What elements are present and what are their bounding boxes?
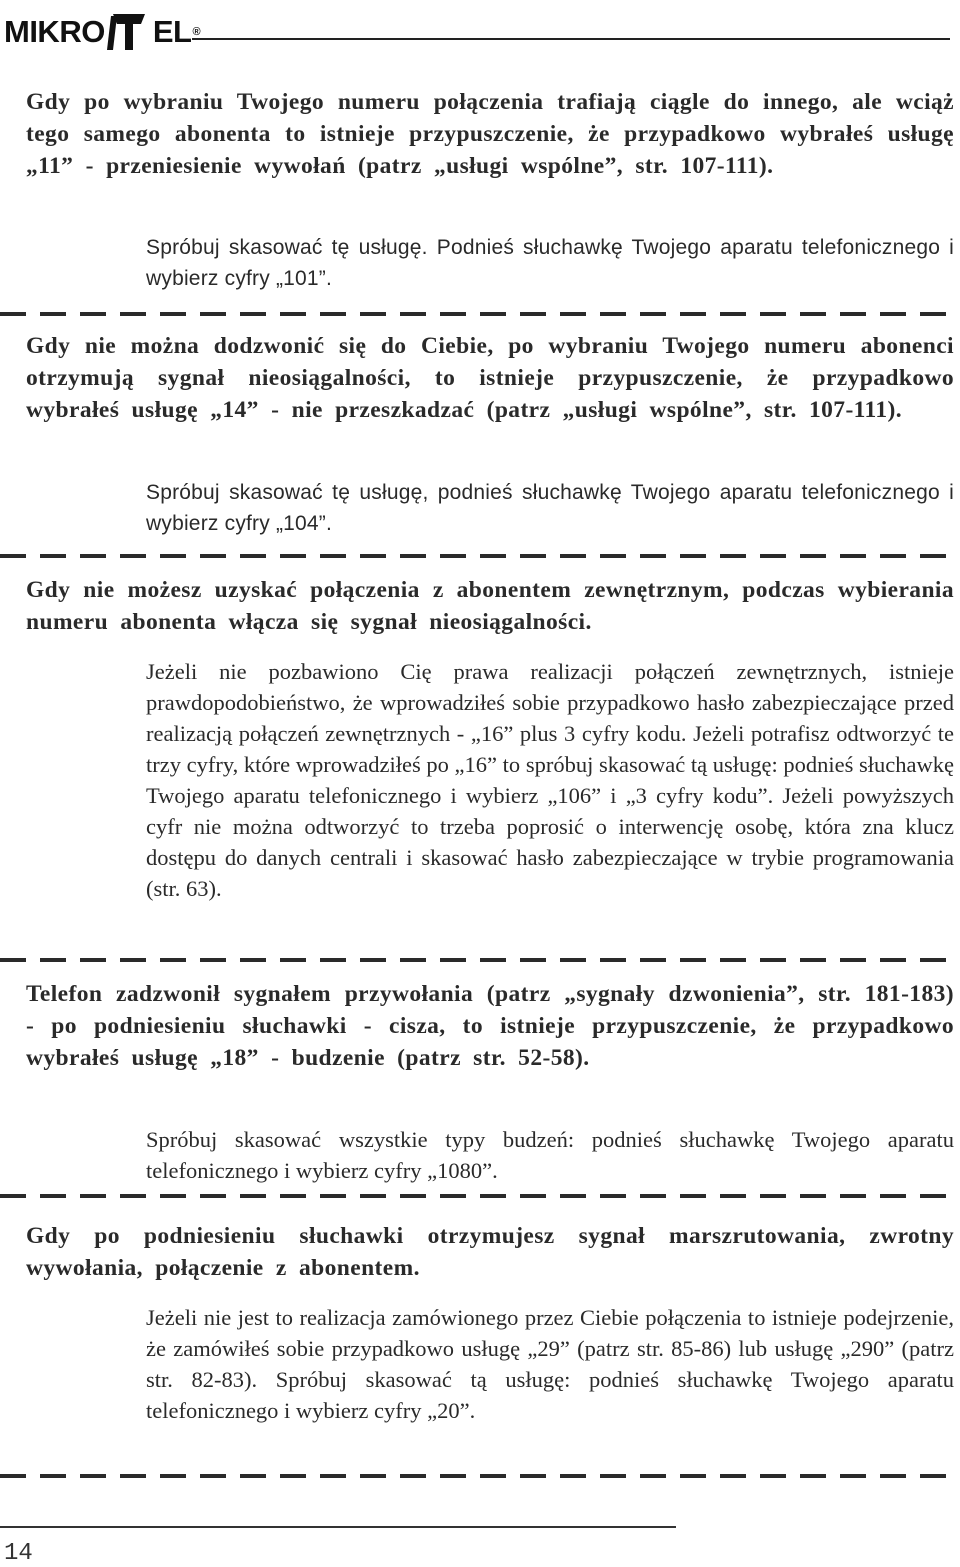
registered-mark: ® xyxy=(192,26,201,38)
page-header xyxy=(0,0,960,60)
footer-rule xyxy=(0,1526,676,1528)
troubleshoot-answer-3: Jeżeli nie pozbawiono Cię prawa realizacji połączeń zewnętrznych, istnieje prawdopodobieństwo, że wprowadziłeś sobie przypadkowo hasło zabezpieczające przed realizacją połączeń zewnętrznych - „16” plus 3 cyfry kodu. Jeżeli potrafisz odtworzyć te trzy cyfry, które wprowadziłeś po „16” to spróbuj skasować tą usługę: podnieś słuchawkę Twojego aparatu telefonicznego i wybierz „106” i „3 cyfry kodu”. Jeżeli powyższych cyfr nie można odtworzyć to trzeba poprosić o interwencję osobę, która zna klucz dostępu do danych centrali i skasować hasło zabezpieczające w trybie programowania (str. 63). xyxy=(146,659,954,901)
troubleshoot-answer-2: Spróbuj skasować tę usługę, podnieś słuchawkę Twojego aparatu telefonicznego i wybierz cyfry „104”. xyxy=(146,481,954,535)
troubleshoot-question-4: Telefon zadzwonił sygnałem przywołania (patrz „sygnały dzwonienia”, str. 181-183) - po podniesieniu słuchawki - cisza, to istnieje przypuszczenie, że przypadkowo wybrałeś usługę „18” - budzenie (patrz str. 52-58). xyxy=(26,981,954,1071)
troubleshoot-answer-5: Jeżeli nie jest to realizacja zamówionego przez Ciebie połączenia to istnieje podejrzenie, że zamówiłeś sobie przypadkowo usługę „29” (patrz str. 85-86) lub usługę „290” (patrz str. 82-83). Spróbuj skasować tą usługę: podnieś słuchawkę Twojego aparatu telefonicznego i wybierz cyfry „20”. xyxy=(146,1305,954,1423)
header-rule xyxy=(192,38,950,40)
logo-text-left: MIKRO xyxy=(4,14,105,49)
troubleshoot-question-3: Gdy nie możesz uzyskać połączenia z abonentem zewnętrznym, podczas wybierania numeru abonenta włącza się sygnał nieosiągalności. xyxy=(26,577,954,635)
section-divider-1 xyxy=(0,312,960,316)
troubleshoot-question-2: Gdy nie można dodzwonić się do Ciebie, po wybraniu Twojego numeru abonenci otrzymują sygnał nieosiągalności, to istnieje przypuszczenie, że przypadkowo wybrałeś usługę „14” - nie przeszkadzać (patrz „usługi wspólne”, str. 107-111). xyxy=(26,333,954,423)
troubleshoot-answer-1: Spróbuj skasować tę usługę. Podnieś słuchawkę Twojego aparatu telefonicznego i wybierz cyfry „101”. xyxy=(146,236,954,290)
mikrotel-logo xyxy=(4,10,200,54)
troubleshoot-question-1: Gdy po wybraniu Twojego numeru połączenia trafiają ciągle do innego, ale wciąż tego samego abonenta to istnieje przypuszczenie, że przypadkowo wybrałeś usługę „11” - przeniesienie wywołań (patrz „usługi wspólne”, str. 107-111). xyxy=(26,89,954,179)
logo-text-right: EL xyxy=(152,14,192,49)
section-divider-3 xyxy=(0,958,960,962)
section-divider-4 xyxy=(0,1194,960,1198)
logo-mark-icon xyxy=(107,10,151,54)
troubleshoot-question-5: Gdy po podniesieniu słuchawki otrzymujesz sygnał marszrutowania, zwrotny wywołania, połączenie z abonentem. xyxy=(26,1223,954,1281)
troubleshoot-answer-4: Spróbuj skasować wszystkie typy budzeń: podnieś słuchawkę Twojego aparatu telefonicznego i wybierz cyfry „1080”. xyxy=(146,1127,954,1183)
page-number: 14 xyxy=(4,1540,33,1567)
section-divider-5 xyxy=(0,1474,960,1478)
section-divider-2 xyxy=(0,554,960,558)
